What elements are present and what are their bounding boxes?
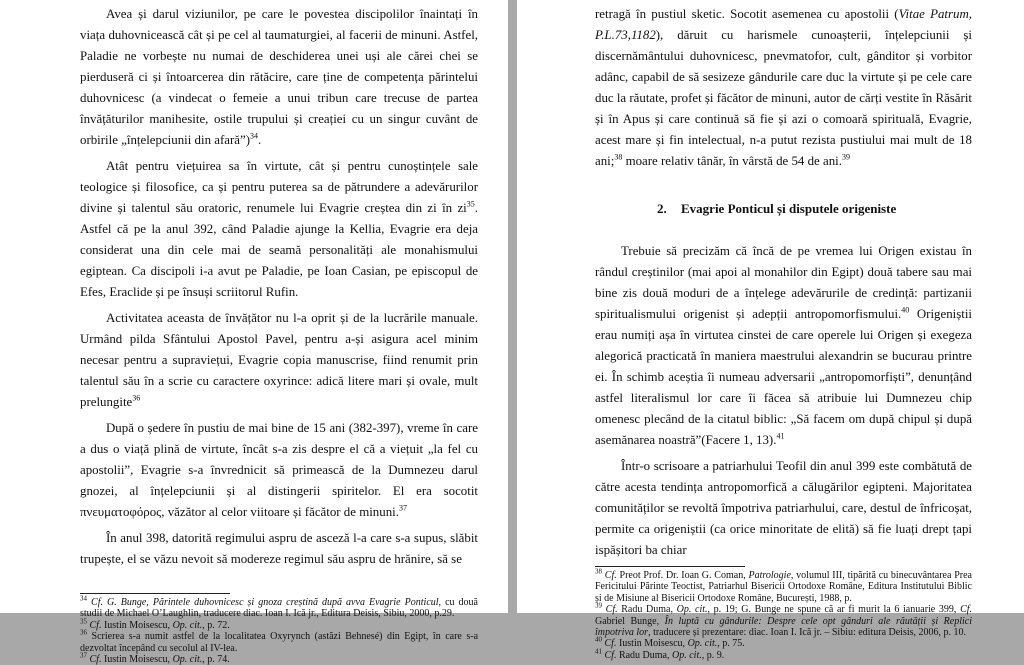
footnote-number: 37 (80, 651, 87, 660)
paragraph-text: Origeniștii erau numiți așa în virtutea cinstei de care operele lui Origen și exegeza alegorică practicată în maniera maestrului alexandrin se bucurau printre ei. În schimb aceștia îi numeau adversarii „antropomorfiști”, denunțând astfel literalismul lor care îi făcea să atribuie lui Dumnezeu chip omenesc plecând de la citatul biblic: „Să facem om după chipul și după asemănarea noastră”(Facere 1, 13). (595, 307, 972, 447)
footnote-italic: Cf. (604, 649, 617, 661)
footnote-text: , p. 74. (202, 654, 230, 665)
paragraph (595, 456, 972, 561)
footnote-text: , p. 72. (202, 619, 230, 631)
footnote (595, 638, 972, 649)
footnote-text: Gabriel Bunge, (595, 615, 665, 627)
paragraph-text: În anul 398, datorită regimului aspru de asceză l-a care s-a supus, slăbit trupește, el se văzu nevoit să modereze regimul său aspru de hrănire, să se (80, 531, 478, 566)
paragraph-italic: Vitae Patrum, P.L.73,1182 (595, 7, 972, 42)
right-top-text (595, 4, 972, 172)
paragraph (80, 156, 478, 303)
left-footnotes (80, 594, 479, 665)
paragraph (595, 4, 972, 172)
footnote-number: 40 (595, 636, 602, 645)
footnote-italic: Cf. (604, 638, 617, 650)
section-heading (595, 201, 972, 217)
footnote-ref: 35 (466, 199, 475, 209)
paragraph (80, 308, 478, 413)
footnote-italic: Cf. (89, 654, 102, 665)
document-page-left (0, 0, 508, 665)
footnote-italic: Op. cit. (172, 619, 203, 631)
footnote (595, 601, 973, 639)
footnote-text: Iustin Moisescu, (101, 619, 173, 631)
footnote (80, 617, 478, 631)
footnote (80, 628, 479, 654)
left-body-text (80, 4, 478, 570)
footnote-ref: 36 (132, 393, 141, 403)
footnote-text: Radu Duma, (616, 649, 672, 661)
paragraph-text: După o ședere în pustiu de mai bine de 15 ani (382-397), vreme în care a dus o viață plină de virtute, încât s-a zis despre el că a viețuit „la fel cu apostolii”, Evagrie s-a învrednicit să primească de la Dumnezeu darul gnozei, al înțelepciunii și al distingerii spiritelor. El era socotit πνευματοφόρος, văzător al celor viitoare și făcător de minuni. (80, 421, 478, 519)
footnote (595, 567, 972, 604)
paragraph-text: ), dăruit cu harismele cunoașterii, înțelepciunii și discernământului duhovnicesc, pnevmatofor, cult, gânditor și vorbitor adânc, capabil de să sesizeze gândurile care duc la virtute și pe cele care duc la răutate, profet și făcător de minuni, autor de cărți vestite în Răsărit și în Apus și care continuă să fie și azi o comoară spirituală, Evagrie, acest mare și fin intelectual, n-a putut rezista pustiului mai mult de 18 ani; (595, 28, 972, 168)
footnote-number: 38 (595, 567, 602, 576)
footnote-number: 39 (595, 601, 602, 610)
paragraph (80, 4, 478, 151)
footnote-italic: Op. cit. (172, 654, 203, 665)
paragraph (80, 528, 478, 570)
paragraph-text: . Astfel că pe la anul 392, când Paladie ajunge la Kellia, Evagrie era deja considerat una din cele mai de seamă personalități ale monahismului egiptean. Ca discipoli i-a avut pe Paladie, pe Ioan Casian, pe episcopul de Efes, Eraclide și pe însuși scriitorul Rufin. (80, 201, 478, 299)
footnote-text: Iustin Moisescu, (616, 638, 688, 650)
footnote-italic: Cf. (605, 604, 618, 616)
footnote-italic: Op. cit. (672, 649, 702, 661)
paragraph-text: retragă în pustiul sketic. Socotit asemenea cu apostolii ( (595, 7, 899, 21)
footnote-text: , traducere și prezentare: diac. Ioan I. Ică jr. – Sibiu: editura Deisis, 2006, p. 10. (648, 627, 967, 639)
footnote-italic: Op. cit. (687, 638, 718, 650)
footnote-ref: 37 (398, 503, 407, 513)
right-footnotes (595, 567, 973, 661)
footnote-italic: Op. cit. (676, 604, 708, 616)
paragraph-text: moare relativ tânăr, în vârstă de 54 de ani. (622, 154, 842, 168)
document-page-right (517, 0, 1024, 661)
paragraph-text: Trebuie să precizăm că încă de pe vremea lui Origen existau în rândul creștinilor (mai apoi al monahilor din Egipt) două tabere sau mai bine zis două moduri de a înțelege adevărurile de credință: partizanii spiritualismului origenist și adepții antropomorfismului. (595, 244, 972, 321)
footnote-text: , cu două studii de Michael O’Laughlin, traducere diac. Ioan I. Ică jr., Editura Deisis, Sibiu, 2000, p.29. (80, 597, 478, 620)
footnote-italic: În luptă cu gândurile: Despre cele opt gânduri ale răutății și Replici împotriva lor (595, 615, 972, 639)
footnote-separator (80, 593, 230, 594)
paragraph-text: Activitatea aceasta de învățător nu l-a oprit și de la lucrările manuale. Urmând pilda Sfântului Apostol Pavel, pentru a-și asigura acel minim necesar pentru a supraviețui, Evagrie copia manuscrise, fiind renumit prin talentul său în a scrie cu caractere oxyrince: adică litere mari și ovale, mult prelungite (80, 311, 478, 409)
footnote-text: , p. 19; G. Bunge ne spune că ar fi murit la 6 ianuarie 399, (707, 604, 961, 616)
paragraph (595, 241, 972, 451)
footnote-text: , p. 9. (701, 649, 725, 661)
footnote-text: Iustin Moisescu, (101, 654, 173, 665)
footnote-separator (595, 566, 745, 567)
footnote-ref: 39 (841, 152, 850, 162)
footnote-text: Scrierea s-a numit astfel de la localitatea Oxyrynch (astăzi Behnesé) din Egipt, în care s-a dezvoltat începând cu secolul al IV-lea. (80, 631, 479, 654)
footnote (595, 647, 972, 661)
right-body-text (595, 241, 972, 561)
footnote-ref: 40 (901, 305, 910, 315)
footnote-number: 36 (80, 628, 87, 637)
paragraph-text: . (258, 133, 262, 147)
footnote (80, 594, 478, 620)
footnote-italic: Cf. (960, 604, 973, 616)
paragraph-text: Într-o scrisoare a patriarhului Teofil din anul 399 este combătută de către acesta tendința antropomorfică a călugărilor egipteni. Majoritatea comunităților se revoltă împotriva patriarhului, care, destul de înfricoșat, permite ca origeniștii (ca orice minoritate de elită) să fie luați drept țapi ispășitori ba chiar (595, 459, 972, 557)
footnote-ref: 38 (614, 152, 623, 162)
footnote-ref: 41 (776, 431, 785, 441)
paragraph-text: Atât pentru viețuirea sa în virtute, cât și pentru cunoștințele sale teologice și filosofice, ca și pentru puterea sa de pătrundere a adevărurilor divine și talentul său oratoric, renumele lui Evagrie creștea din zi în zi (80, 159, 478, 215)
section-title: Evagrie Ponticul și disputele origeniste (681, 201, 897, 216)
footnote-italic: Cf. (604, 570, 617, 581)
footnote-text: , volumul III, tipărită cu binecuvântarea Prea Fericitului Părinte Teoctist, Patriarhul Bisericii Ortodoxe Române, Editura Institutului Biblic și de Misiune al Bisericii Ortodoxe Române, București, 1988, p. (595, 570, 972, 604)
footnote-number: 35 (80, 617, 87, 626)
footnote-text: Preot Prof. Dr. Ioan G. Coman, (616, 570, 749, 581)
footnote-number: 34 (80, 594, 87, 603)
footnote-text: , p. 75. (717, 638, 745, 650)
footnote-number: 41 (595, 647, 602, 656)
footnote-text: Radu Duma, (617, 604, 677, 616)
footnote-italic: Cf. G. Bunge, Părintele duhovnicesc și gnoza creștină după avva Evagrie Ponticul (91, 597, 439, 608)
footnote-ref: 34 (250, 131, 259, 141)
section-number: 2. (657, 201, 667, 216)
footnote-italic: Patrologie (748, 570, 791, 581)
paragraph (80, 418, 478, 523)
footnote-italic: Cf. (89, 619, 102, 631)
paragraph-text: Avea și darul viziunilor, pe care le povestea discipolilor înaintați în viața duhovnicească cât și pe cel al taumaturgiei, al facerii de minuni. Astfel, Paladie ne vorbește nu numai de deschiderea unei uși ale cărei chei se pierduseră ci și întoarcerea din rătăcire, care ține de competența părintelui duhovnicesc (a vindecat o femeie a unui tribun care trecuse de partea învățăturilor manihesite, ostile trupului și creației cu un singur cuvânt de orbirile „înțelepciunii din afară”) (80, 7, 478, 147)
footnote (80, 651, 478, 665)
